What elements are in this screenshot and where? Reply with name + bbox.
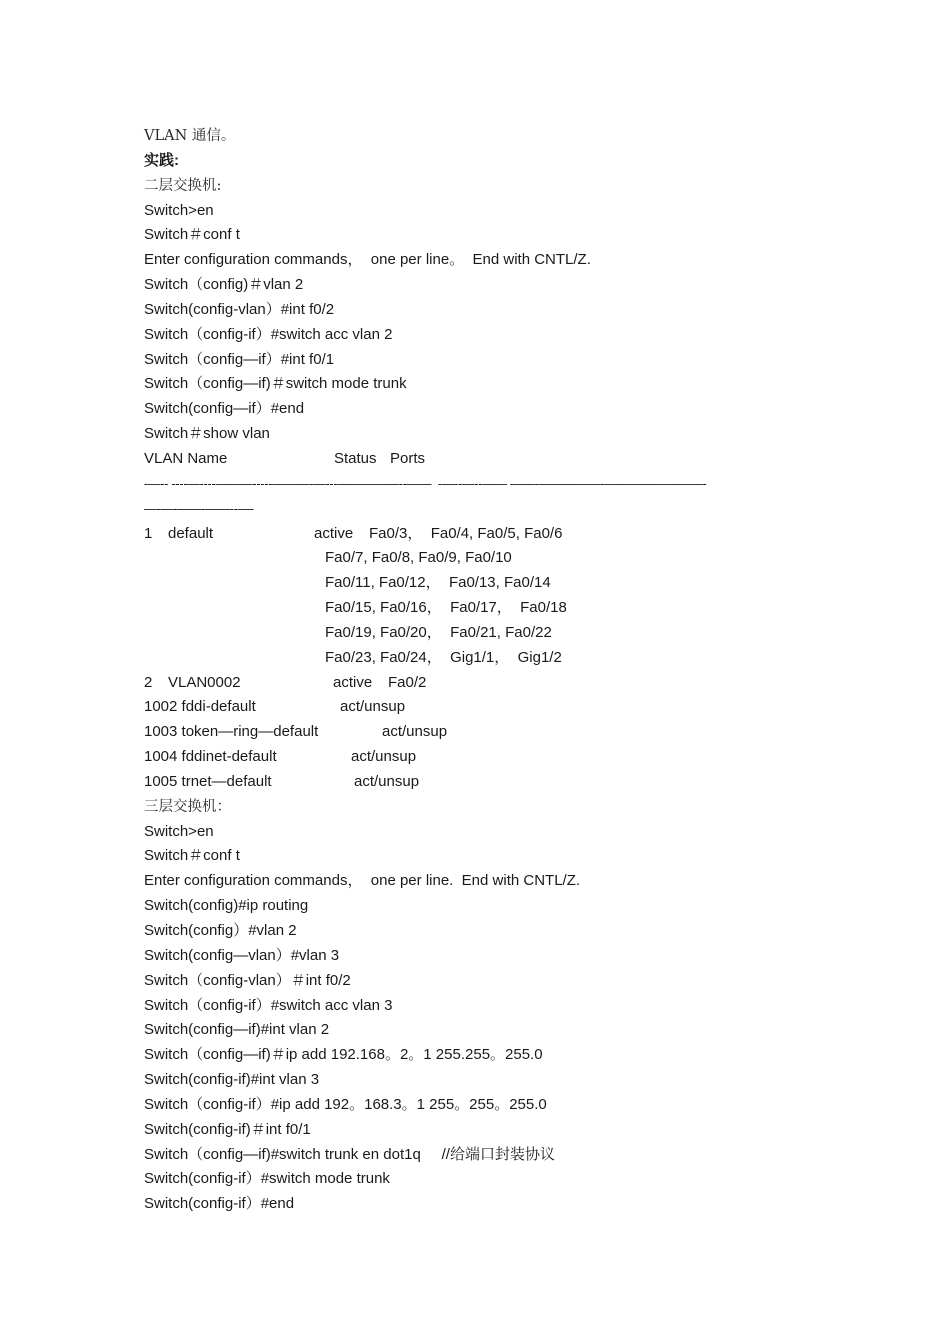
vlan-ports: Fa0/2	[388, 673, 427, 691]
vlan-id: 1	[144, 524, 153, 542]
cli-line: Switch（config-if）#ip add 192。168.3。1 255。255。255.0	[144, 1095, 547, 1113]
document-body	[144, 124, 844, 1217]
vlan-name: 1005 trnet—default	[144, 772, 272, 790]
vlan-row	[144, 522, 844, 547]
vlan-ports-continued: Fa0/23, Fa0/24， Gig1/1， Gig1/2	[325, 648, 562, 666]
cli-line: Switch(config)#ip routing	[144, 897, 309, 915]
cli-line: Switch(config-vlan）#int f0/2	[144, 300, 335, 318]
cli-line: Switch>en	[144, 822, 214, 840]
table-divider: -—-- ----—----———-----———-—---—————--—— -—--—--—— ——-—————-————————-	[144, 476, 707, 491]
cli-line: Switch（config—if)＃switch mode trunk	[144, 375, 407, 393]
vlan-status: act/unsup	[382, 723, 448, 741]
cli-line: Switch(config-if)#int vlan 3	[144, 1071, 320, 1089]
table-divider: —-—-——-——--—-	[144, 501, 254, 516]
vlan-name: 1002 fddi-default	[144, 698, 256, 716]
cli-line: Switch（config-if）#switch acc vlan 2	[144, 325, 393, 343]
vlan-ports-continued: Fa0/7, Fa0/8, Fa0/9, Fa0/10	[325, 549, 512, 567]
vlan-row-unsup	[144, 720, 844, 745]
cli-line: Switch＃show vlan	[144, 425, 270, 443]
cli-line: Switch（config—if)#switch trunk en dot1q //给端口封装协议	[144, 1145, 555, 1163]
vlan-ports-continued: Fa0/19, Fa0/20， Fa0/21, Fa0/22	[325, 623, 552, 641]
vlan-row-unsup	[144, 695, 844, 720]
intro-line: VLAN 通信。	[144, 128, 236, 144]
header-vlan-name: VLAN Name	[144, 449, 228, 467]
cli-line: Switch>en	[144, 201, 214, 219]
cli-line: Switch(config—vlan）#vlan 3	[144, 946, 340, 964]
vlan-name: default	[168, 524, 214, 542]
practice-heading: 实践:	[144, 151, 179, 169]
cli-line: Switch（config)＃vlan 2	[144, 276, 304, 294]
cli-line: Switch（config-if）#switch acc vlan 3	[144, 996, 393, 1014]
vlan-name: 1003 token—ring—default	[144, 723, 319, 741]
vlan-status: act/unsup	[351, 748, 417, 766]
cli-line: Switch（config—if)＃ip add 192.168。2。1 255.255。255.0	[144, 1046, 543, 1064]
cli-line: Switch(config—if)#int vlan 2	[144, 1021, 330, 1039]
cli-line: Switch(config-if）#end	[144, 1195, 295, 1213]
vlan-name: VLAN0002	[168, 673, 241, 691]
cli-line: Switch(config）#vlan 2	[144, 922, 297, 939]
vlan-status: act/unsup	[340, 698, 406, 716]
header-status: Status	[334, 449, 377, 467]
cli-line: Switch（config—if）#int f0/1	[144, 350, 335, 368]
cli-line: Switch(config—if）#end	[144, 400, 305, 418]
vlan-ports-continued: Fa0/15, Fa0/16， Fa0/17， Fa0/18	[325, 599, 567, 617]
vlan-row-unsup	[144, 770, 844, 795]
vlan-ports-continued: Fa0/11, Fa0/12， Fa0/13, Fa0/14	[325, 574, 551, 592]
cli-line: Switch＃conf t	[144, 226, 240, 244]
vlan-row	[144, 671, 844, 696]
vlan-table-header	[144, 447, 844, 472]
l2-heading: 二层交换机:	[144, 177, 222, 194]
vlan-status: active	[333, 673, 373, 691]
cli-line: Switch(config-if)＃int f0/1	[144, 1120, 311, 1138]
vlan-status: act/unsup	[354, 772, 420, 790]
cli-line: Enter configuration commands， one per line。 End with CNTL/Z.	[144, 251, 591, 269]
cli-line: Enter configuration commands， one per line. End with CNTL/Z.	[144, 872, 581, 890]
vlan-row-unsup	[144, 745, 844, 770]
cli-line: Switch(config-if）#switch mode trunk	[144, 1170, 390, 1188]
cli-line: Switch＃conf t	[144, 847, 240, 865]
cli-line: Switch（config-vlan）＃int f0/2	[144, 971, 351, 989]
header-ports: Ports	[390, 449, 426, 467]
vlan-name: 1004 fddinet-default	[144, 748, 277, 766]
l3-heading: 三层交换机：	[144, 798, 231, 815]
vlan-ports: Fa0/3， Fa0/4, Fa0/5, Fa0/6	[369, 524, 563, 542]
vlan-id: 2	[144, 673, 153, 691]
vlan-status: active	[314, 524, 354, 542]
